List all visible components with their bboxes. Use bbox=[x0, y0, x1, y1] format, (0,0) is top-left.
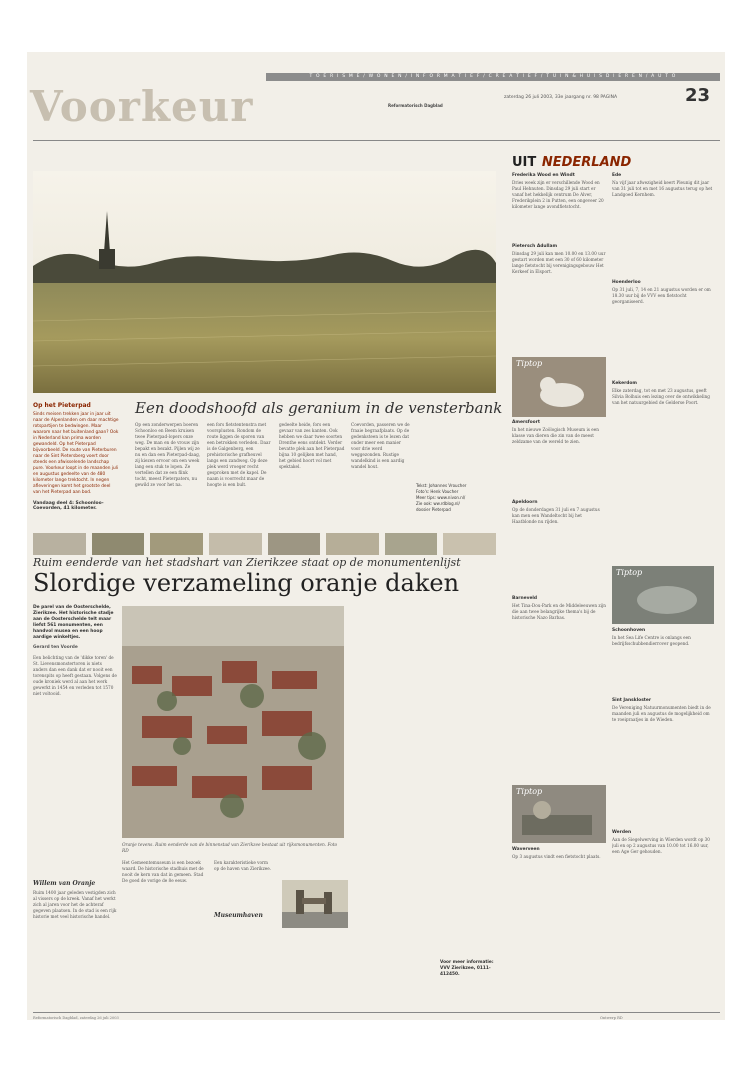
item-title: Frederika Wood en Windt bbox=[512, 173, 575, 178]
article2-kicker: Ruim eenderde van het stadshart van Zierikzee staat op de monumentenlijst bbox=[33, 556, 461, 569]
topics-strip: T O E R I S M E / W O N E N / I N F O R M A T I E F / C R E A T I E F / T U I N & H U I S D I E R E N / A U T O bbox=[266, 73, 720, 81]
tiptop-photo bbox=[512, 785, 606, 843]
tiptop-label: Tiptop bbox=[516, 787, 543, 796]
dateline: zaterdag 26 juli 2003, 33e jaargang nr. 98 PAGINA bbox=[504, 95, 618, 100]
paper-name: Reformatorisch Dagblad bbox=[388, 103, 443, 108]
item-body: Het Tina-Dou-Park en de Middeleeuwen zijn die aan twee belangrijke thema's bij de historische Nazo Barbas. bbox=[512, 603, 606, 620]
article2-column: Ruim 1400 jaar geleden vestigden zich al vissers op de kreek. Vanaf het werkt zich al jaren voor het de achteraf gegeven plaatsen. In de stad is een rijk historie met veel historische handel. bbox=[33, 890, 117, 919]
tiptop-label: Tiptop bbox=[516, 359, 543, 368]
item-title: Schoonhoven bbox=[612, 628, 646, 633]
tiptop-photo bbox=[512, 357, 606, 417]
tiptop-label: Tiptop bbox=[616, 568, 643, 577]
item-title: Apeldoorn bbox=[512, 500, 538, 505]
section-title: Voorkeur bbox=[30, 82, 254, 131]
item-body: Op 3 augustus vindt een fietstocht plaats. bbox=[512, 854, 601, 859]
thumbnail-photo bbox=[268, 533, 321, 555]
uit-label: UIT bbox=[512, 155, 537, 170]
item-body: Dinsdag 29 juli kan men 10.00 en 13.00 uur gestart worden met een 30 of 60 kilometer lange fietstocht bij verenigingsgebouw Het Kerkeef in Elsport. bbox=[512, 251, 606, 274]
article1-caption bbox=[33, 402, 119, 511]
tiptop-photo bbox=[612, 566, 714, 624]
thumbnail-photo bbox=[92, 533, 145, 555]
item-body: In het nieuwe Zoölogisch Museum is een klasse van dieren die zin van de meest zeldzame van de wereld te zien. bbox=[512, 427, 599, 444]
harbour-gate-image bbox=[282, 880, 348, 928]
item-body: Op de donderdagen 31 juli en 7 augustus kan men een Wandeltocht bij het Haatblonde nu rijden. bbox=[512, 507, 600, 524]
article2-column: Het Gemeentemuseum is een bezoek waard. De historische stadhuis met de nooit de kern van dat in gemeen. Stad De goed de vorige de 8e eeuw. bbox=[122, 860, 204, 883]
uit-nederland-heading bbox=[512, 151, 631, 170]
item-body: Aan de Siegelwerving in Wierden wordt op 30 juli en op 2 augustus van 10.00 tot 16.00 uur, een Age Ger gehouden. bbox=[612, 837, 710, 854]
item-body: Na vijf jaar afwezigheid keert Pleunig dit jaar van 31 juli tot en met 16 augustus terug op het Landgoed Kernhem. bbox=[612, 180, 713, 197]
credit-line: Foto's: Henk Voucher bbox=[416, 489, 459, 494]
thumbnail-photo bbox=[33, 533, 86, 555]
landscape-photo bbox=[33, 171, 496, 393]
caption-body: Sinds meisen trekken jaar in jaar uit naar de Alpenlanden om daar machtige rotspartijen te bedwingen. Maar waarom naar het buitenland gaan? Ook in Nederland kan prima worden gewandeld. Op het Pieterpad bijvoorbeeld. De route van Pieterburen naar de Sint Pietersberg voert door steeds een afwisselende landschap pure. Voorkeur loopt in de maanden juli en augustus gedeelte van de 480 kilometer lange trektocht. In negen afleveringen komt het grootste deel van het Pieterpad aan bod. bbox=[33, 412, 119, 495]
pieterpad-landscape-image bbox=[33, 171, 496, 393]
thumbnail-photo bbox=[209, 533, 262, 555]
item-title: Hoenderloo bbox=[612, 280, 641, 285]
article2-column: Een belichting van de 'dikke toren' de St. Lievensmonstertoren is niets anders dan een dank dat er nooit een torenspits op heeft gestaan. Volgens de oude kroniek werd al aan het werk gewerkt in 1454 en verleden tot 1570 niet voltooid. bbox=[33, 655, 117, 696]
header-rule bbox=[33, 140, 720, 141]
article2-byline: Gerard ten Voorde bbox=[33, 645, 78, 650]
zierikzee-photo-caption: Oranje tevens. Ruim eenderde van de binnenstad van Zierikzee bestaat uit rijksmonumenten. Foto RD bbox=[122, 843, 338, 854]
footer-credit: Ontwerp RD bbox=[600, 1016, 623, 1020]
article2-info: Voor meer informatie: VVV Zierikzee, 0111-412450. bbox=[440, 960, 494, 977]
article2-lead: De parel van de Oosterschelde, Zierikzee. Het historische stadje aan de Oosterschelde telt maar liefst 561 monumenten, een handvol musea en een hoop aardige winkeltjes. bbox=[33, 605, 114, 640]
item-title: Amersfoort bbox=[512, 420, 540, 425]
harbour-photo bbox=[282, 880, 348, 928]
item-body: Op 31 juli, 7, 14 en 21 augustus worden er om 18.30 uur bij de VVV een fietstocht georganiseerd. bbox=[612, 287, 711, 304]
article1-column: gedeelte heide, fors een gevaar van zes kanten. Ook hebben we daar twee soorten Drenthe eens ontdekt. Verder bevatte plek aan het Pieterpad bijna 10 gelijken met hand, het gebied hoort vol met spektakel. bbox=[279, 422, 345, 469]
credit-line: Tekst: Johannes Vroucher bbox=[416, 483, 467, 488]
zierikzee-rooftops-image bbox=[122, 606, 344, 838]
item-body: In het Sea Life Centre is onlangs een bedrijfsschubbendierrover geopend. bbox=[612, 635, 691, 646]
thumbnail-photo bbox=[443, 533, 496, 555]
item-title: Sint Janskloster bbox=[612, 698, 652, 703]
article1-column: een fors fietstentenstra met voorsplusten. Rondom de route liggen de sporen van een betrokken verleden. Daar is de Galgenberg, een prehistorische grafheuvel langs een zandweg. Op deze plek werd vroeger recht gesproken met de kapel. De naam is voorrecht maar de hoogte is een bult. bbox=[207, 422, 271, 487]
item-body: De Vereniging Natuurmonumenten biedt in de maanden juli en augustus de mogelijkheid om te roeipraatjes in de Wieden. bbox=[612, 705, 711, 722]
nederland-label: NEDERLAND bbox=[541, 155, 632, 170]
thumbnail-photo bbox=[326, 533, 379, 555]
thumbnail-photo bbox=[385, 533, 438, 555]
credit-line: Zie ook: ww.rdblog.nl/ bbox=[416, 501, 460, 506]
item-title: Ede bbox=[612, 173, 622, 178]
footer-note: Reformatorisch Dagblad, zaterdag 26 juli 2003 bbox=[33, 1016, 119, 1020]
credit-line: dossier Pieterpad bbox=[416, 507, 451, 512]
item-title: Waverveen bbox=[512, 847, 540, 852]
item-body: Elke zaterdag, tot en met 23 augustus, geeft Silvia Bolhuis een lezing over de ontwikkeling van het natuurgebied de Gelderse Poort. bbox=[612, 388, 710, 405]
item-title: Kekerdom bbox=[612, 381, 637, 386]
page-number: 23 bbox=[685, 85, 711, 106]
article2-subhead: Museumhaven bbox=[214, 912, 263, 919]
article1-column: Op een zonderwerpen boeren Schoonloo en Beem kruisen twee Pieterpad-lopers onze weg. De man en de vrouw zijn bepakt en bezakt. Pijlen wij ze nu en dan een Pieterpad-daag, zij kiezen ervoor om een week lang een stuk te lopen. Ze vertellen dat ze een flink tocht, meest Pieterpaters, nu gewild ze voor het na. bbox=[135, 422, 201, 487]
episode-note: Vandaag deel 4: Schoonloo-Coevorden, 41 kilometer. bbox=[33, 501, 104, 511]
article2-headline: Slordige verzameling oranje daken bbox=[33, 569, 460, 597]
article1-column: Coevorden, passeren we de fraaie begraafplaats. Op de gedenksteen is te lezen dat onder meer een manier voor drie werd weggezonden. Rustige wandelkind is een aardig wandel hout. bbox=[351, 422, 410, 469]
thumbnail-photo bbox=[150, 533, 203, 555]
zierikzee-photo bbox=[122, 606, 344, 838]
credit-line: Meer tips: www.nivon.nl/ bbox=[416, 495, 466, 500]
thumbnail-strip bbox=[33, 533, 496, 555]
caption-title: Op het Pieterpad bbox=[33, 402, 91, 409]
item-body: Dries week zijn er verschillende Wood en Paul Hehnuten. Dinsdag 29 juli start er vanaf het hekkelijk centrum De Alver, Frederikplein 2 in Putten, een ongeveer 20 kilometer lange avondfietstocht. bbox=[512, 180, 604, 209]
item-title: Pietersch Adullam bbox=[512, 244, 558, 249]
item-title: Werden bbox=[612, 830, 632, 835]
article2-subhead: Willem van Oranje bbox=[33, 880, 96, 887]
item-title: Barneveld bbox=[512, 596, 538, 601]
article2-photo3-caption: Een karakteristieke vorm op de haven van Zierikzee. bbox=[214, 860, 272, 871]
article1-headline: Een doodshoofd als geranium in de vensterbank bbox=[135, 399, 503, 417]
article1-credit bbox=[416, 483, 466, 513]
footer-rule bbox=[33, 1012, 720, 1013]
